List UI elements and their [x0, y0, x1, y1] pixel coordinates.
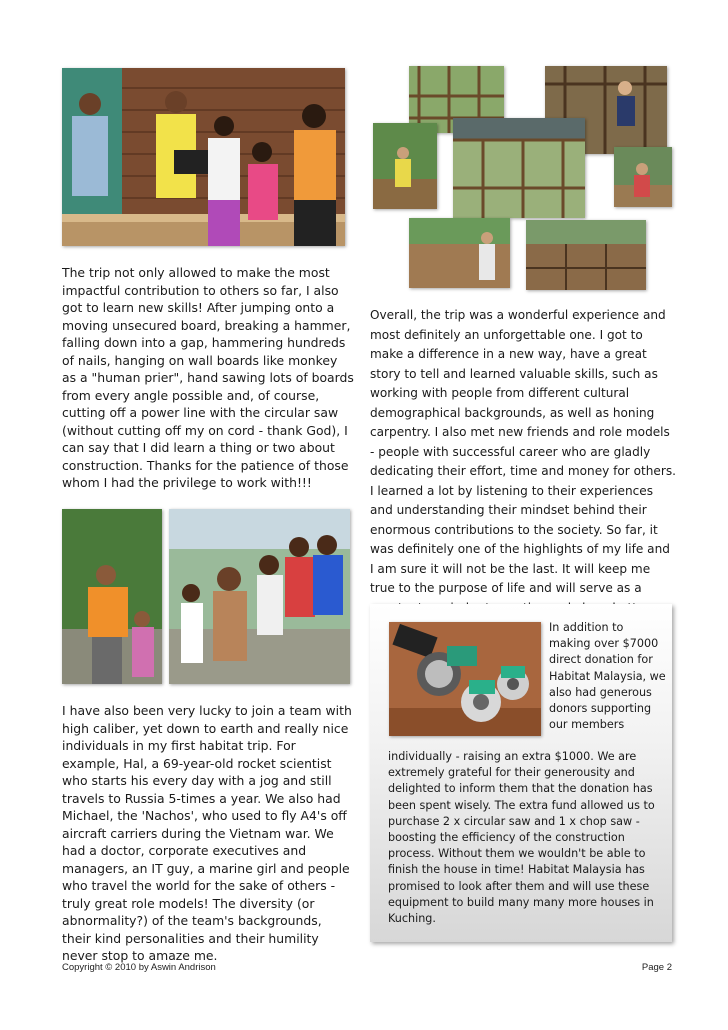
construction-photo-5: [614, 147, 672, 207]
construction-photo-4: [453, 118, 585, 218]
donation-text-body: individually - raising an extra $1000. We are extremely grateful for their generousity and delighted to inform them that the donation has been spent wisely. The extra fund allowed us to purchase 2 x circular saw and 1 x chop saw - boosting the efficiency of the construction process. Without them we wouldn't be able to finish the house in time! Habitat Malaysia has promised to look after them and will use these equipment to build many many more houses in Kuching.: [388, 750, 655, 926]
paragraph-team: I have also been very lucky to join a team with high caliber, yet down to earth and really nice individuals in my first habitat trip. For example, Hal, a 69-year-old rocket scientist who starts his every day with a jog and still travels to Russia 5-times a year. We also had Michael, the 'Nachos', who used to fly A4's off aircraft carriers during the Vietnam war. We had a doctor, corporate executives and managers, an IT guy, a marine girl and people who travel the world for the sake of others - truly great role models! The diversity (or abnormality?) of the team's backgrounds, their kind personalities and their humility never stop to amaze me.: [62, 703, 352, 963]
construction-photo-7: [526, 220, 646, 290]
family-photo: [62, 68, 345, 246]
saws-photo: [389, 622, 541, 736]
children-photo-left: [62, 509, 162, 684]
construction-photo-3: [373, 123, 437, 209]
footer-copyright: Copyright © 2010 by Aswin Andrison: [62, 962, 216, 973]
paragraph-new-skills: The trip not only allowed to make the most impactful contribution to others so far, I also got to learn new skills! After jumping onto a moving unsecured board, breaking a hammer, falling down into a gap, hammering hundreds of nails, hanging on wall boards like monkey as a "human prier", hand sawing lots of boards from every angle possible and, of course, cutting off a power line with the circular saw (without cutting off my on cord - thank God), I can say that I did learn a thing or two about construction. Thanks for the patience of those whom I had the privilege to work with!!!: [62, 265, 354, 490]
donation-text-intro: In addition to making over $7000 direct donation for Habitat Malaysia, we also had generous donors supporting our members: [549, 621, 666, 732]
footer-page-number: Page 2: [641, 962, 672, 973]
paragraph-overall-experience: Overall, the trip was a wonderful experience and most definitely an unforgettable one. I got to make a difference in a new way, have a great story to tell and learned valuable skills, such as working with people from different cultural demographical backgrounds, as well as honing carpentry. I also met new friends and role models - people with successful career who are gladly dedicating their effort, time and money for others. I learned a lot by listening to their experiences and understanding their mindset behind their enormous contributions to the society. So far, it was definitely one of the highlights of my life and I am sure it will not be the last. It will keep me true to the purpose of life and will serve as a: [370, 308, 676, 595]
construction-photo-6: [409, 218, 510, 288]
children-photo-right: [169, 509, 350, 684]
